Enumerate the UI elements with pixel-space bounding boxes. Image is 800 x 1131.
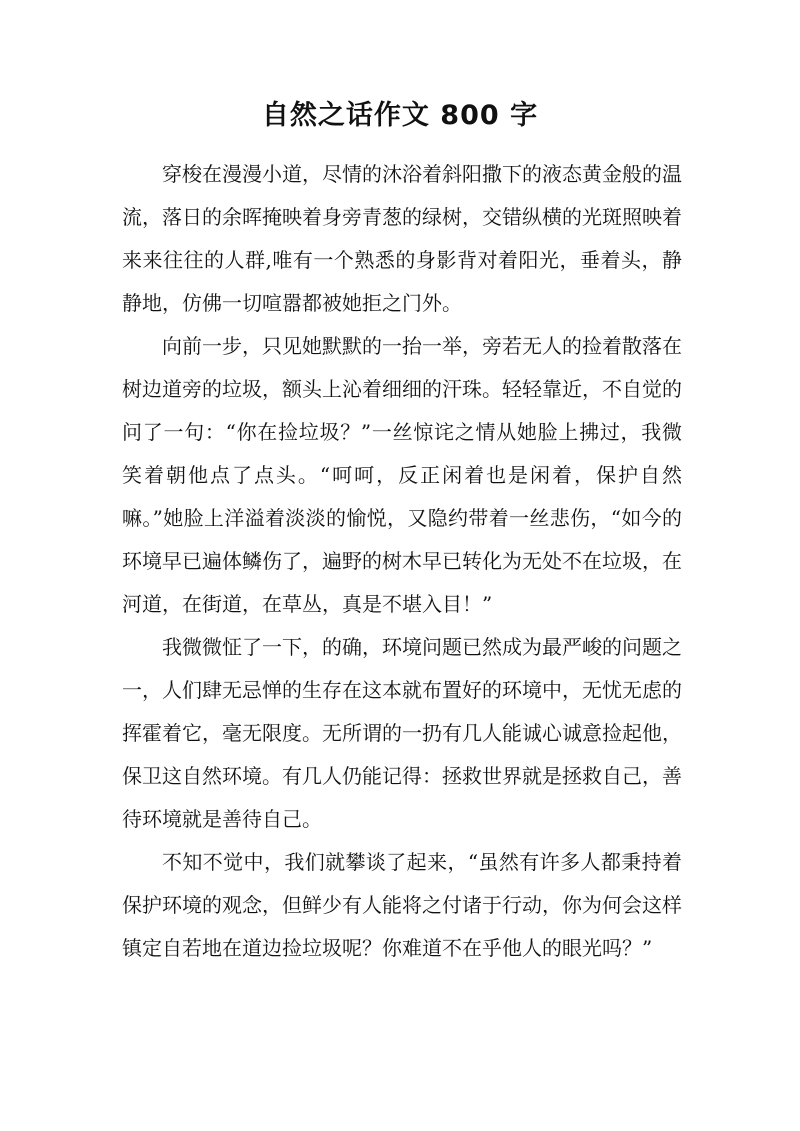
document-body [122,153,682,970]
paragraph: 我微微怔了一下，的确，环境问题已然成为最严峻的问题之一，人们肆无忌惮的生存在这本就布置好的环境中，无忧无虑的挥霍着它，毫无限度。无所谓的一扔有几人能诚心诚意捡起他，保卫这自然环境。有几人仍能记得：拯救世界就是拯救自己，善待环境就是善待自己。 [122,635,682,831]
paragraph: 向前一步，只见她默默的一抬一举，旁若无人的捡着散落在树边道旁的垃圾，额头上沁着细细的汗珠。轻轻靠近，不自觉的问了一句：“你在捡垃圾？”一丝惊诧之情从她脸上拂过，我微笑着朝他点了点头。“呵呵，反正闲着也是闲着，保护自然嘛。”她脸上洋溢着淡淡的愉悦，又隐约带着一丝悲伤，“如今的环境早已遍体鳞伤了，遍野的树木早已转化为无处不在垃圾，在河道，在街道，在草丛，真是不堪入目！” [122,334,682,616]
paragraph: 不知不觉中，我们就攀谈了起来，“虽然有许多人都秉持着保护环境的观念，但鲜少有人能将之付诸于行动，你为何会这样镇定自若地在道边捡垃圾呢？你难道不在乎他人的眼光吗？” [122,850,682,960]
paragraph: 穿梭在漫漫小道，尽情的沐浴着斜阳撒下的液态黄金般的温流，落日的余晖掩映着身旁青葱的绿树，交错纵横的光斑照映着来来往往的人群,唯有一个熟悉的身影背对着阳光，垂着头，静静地，仿佛一切喧嚣都被她拒之门外。 [122,162,682,315]
document-title: 自然之话作文 800 字 [261,100,539,131]
